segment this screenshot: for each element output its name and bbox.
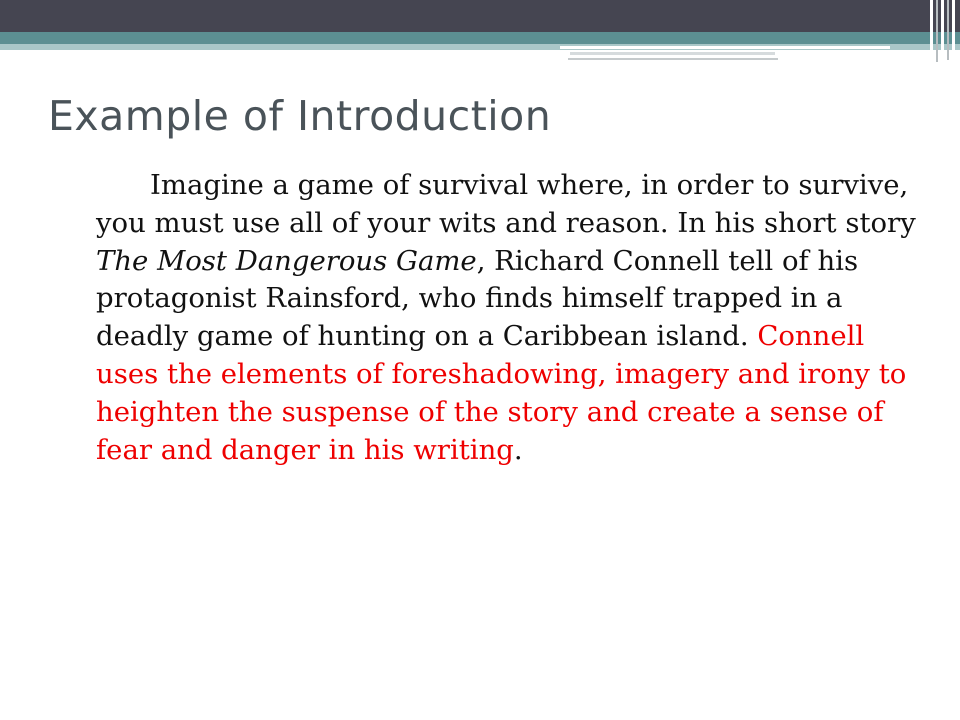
end-punctuation: . bbox=[513, 433, 523, 466]
story-title: The Most Dangerous Game bbox=[96, 244, 477, 277]
introduction-paragraph bbox=[96, 167, 916, 469]
header-vline-1 bbox=[930, 0, 933, 60]
header-bar-dark bbox=[0, 0, 960, 32]
header-vline-3 bbox=[941, 0, 944, 64]
intro-text-2: , Richard Connell tell of his protagonist Rainsford, who finds himself trapped in a deadly game of hunting on a Caribbean island. bbox=[96, 244, 859, 353]
header-vline-2 bbox=[936, 0, 938, 62]
header-vline-4 bbox=[947, 0, 949, 60]
header-bar-teal bbox=[0, 32, 960, 44]
intro-text-1: Imagine a game of survival where, in order to survive, you must use all of your wits and reason. In his short story bbox=[96, 169, 916, 239]
header-strip-grey bbox=[570, 52, 775, 55]
header-strip-white bbox=[560, 46, 890, 49]
thesis-statement: Connell uses the elements of foreshadowing, imagery and irony to heighten the suspense of the story and create a sense of fear and danger in his writing bbox=[96, 320, 907, 466]
slide-title: Example of Introduction bbox=[48, 92, 552, 140]
header-vline-5 bbox=[952, 0, 955, 62]
header-strip-grey-2 bbox=[568, 58, 778, 60]
